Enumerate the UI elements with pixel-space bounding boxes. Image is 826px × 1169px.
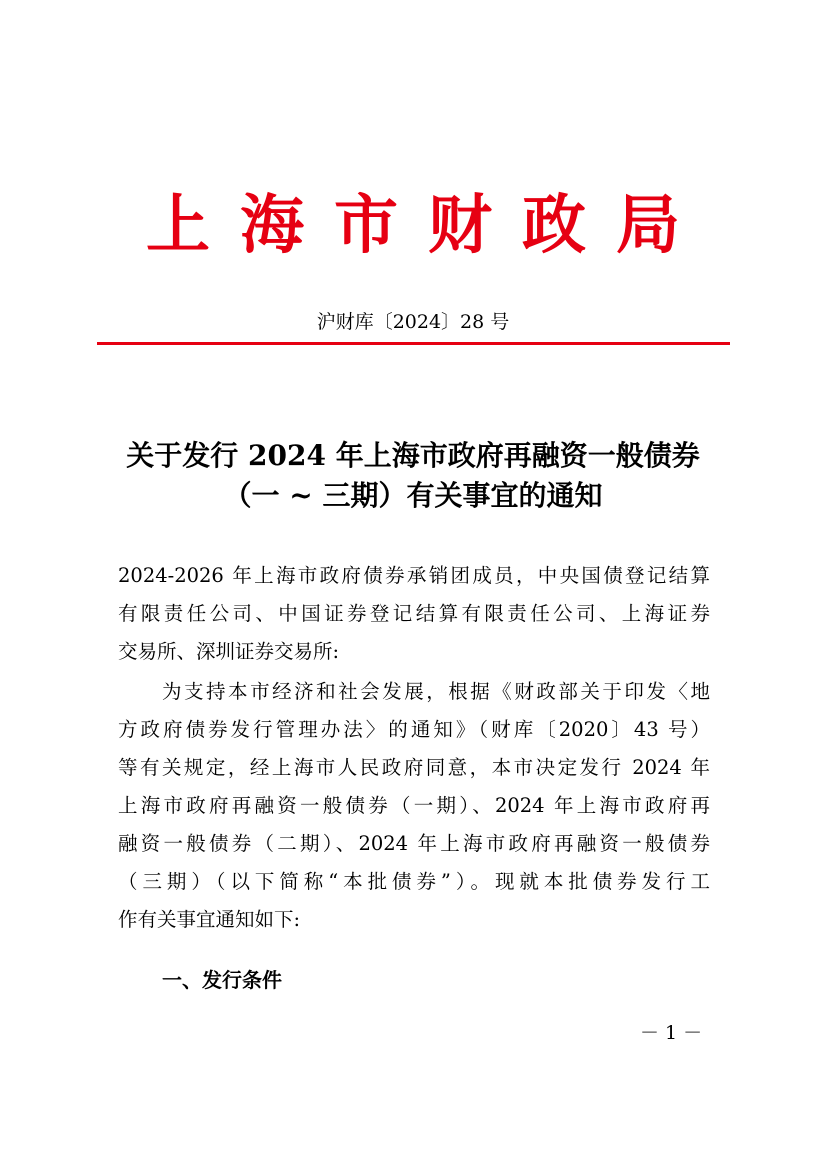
addressee-line: 2024-2026 年上海市政府债券承销团成员，中央国债登记结算: [118, 564, 710, 587]
body-paragraph-line: （三期）（以下简称“本批债券”）。现就本批债券发行工: [118, 870, 710, 893]
page-number: － 1 －: [640, 1022, 703, 1044]
org-masthead: 上海市财政局: [146, 188, 710, 263]
document-number: 沪财库〔2024〕28 号: [316, 311, 510, 333]
document-title-line-1: 关于发行 2024 年上海市政府再融资一般债券: [126, 439, 700, 472]
body-paragraph-line: 方政府债券发行管理办法〉的通知》（财库〔2020〕43 号）: [118, 718, 710, 741]
body-paragraph-line: 融资一般债券（二期）、2024 年上海市政府再融资一般债券: [118, 832, 710, 855]
addressee-line: 有限责任公司、中国证券登记结算有限责任公司、上海证券: [118, 602, 710, 625]
body-paragraph-line: 等有关规定，经上海市人民政府同意，本市决定发行 2024 年: [118, 756, 710, 779]
body-paragraph-line: 为支持本市经济和社会发展，根据《财政部关于印发〈地: [162, 680, 710, 703]
addressee-line: 交易所、深圳证券交易所:: [118, 640, 340, 663]
red-divider-rule: [97, 342, 730, 345]
section-heading: 一、发行条件: [162, 968, 282, 992]
body-paragraph-line: 作有关事宜通知如下:: [118, 908, 301, 931]
body-paragraph-line: 上海市政府再融资一般债券（一期）、2024 年上海市政府再: [118, 794, 710, 817]
document-title-line-2: （一 ~ 三期）有关事宜的通知: [223, 479, 603, 512]
